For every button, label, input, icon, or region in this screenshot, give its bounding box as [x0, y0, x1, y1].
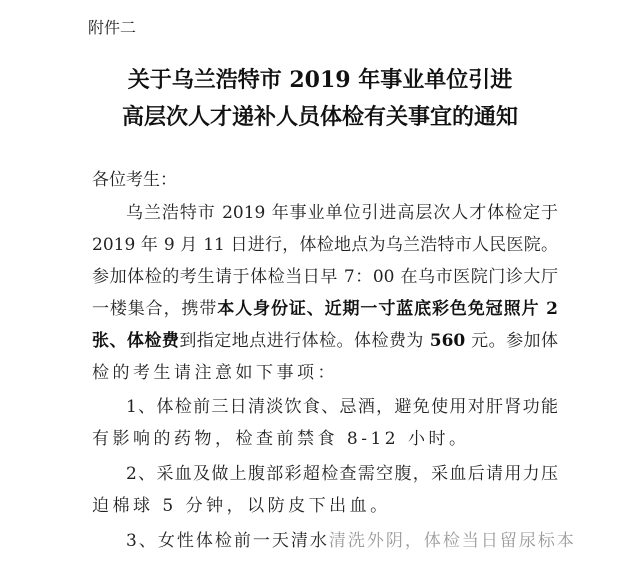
text-segment: 乌兰浩特市 2019 年事业单位引进高层次人才体检定于	[126, 203, 558, 223]
text-segment: 2、采血及做上腹部彩超检查需空腹，采血后请用力压	[126, 464, 558, 484]
body-line	[92, 330, 558, 352]
body-line	[92, 266, 558, 288]
salutation: 各位考生：	[92, 170, 177, 190]
text-segment: 检的考生请注意如下事项：	[92, 363, 338, 383]
body-line	[92, 362, 338, 384]
text-segment: 2019 年 9 月 11 日进行，体检地点为乌兰浩特市人民医院。	[92, 235, 558, 255]
title-line-2: 高层次人才递补人员体检有关事宜的通知	[121, 104, 518, 130]
text-segment: 1、体检前三日清淡饮食、忌酒，避免使用对肝肾功能	[126, 397, 558, 417]
text-segment: 3、女性体检前一天清水	[126, 531, 329, 551]
title-line-1: 关于乌兰浩特市 2019 年事业单位引进	[127, 67, 513, 93]
attachment-label: 附件二	[88, 18, 137, 37]
body-line	[126, 202, 558, 224]
bold-text: 张、体检费	[92, 331, 180, 351]
body-line	[126, 396, 558, 418]
bold-text: 本人身份证、近期一寸蓝底彩色免冠照片 2	[217, 299, 559, 319]
body-line	[92, 428, 470, 450]
body-line	[126, 530, 576, 552]
bold-text: 560	[429, 331, 466, 351]
text-segment: 参加体检的考生请于体检当日早 7：00 在乌市医院门诊大厅	[92, 267, 558, 287]
text-segment: 有影响的药物，检查前禁食 8-12 小时。	[92, 429, 470, 449]
body-line	[92, 495, 391, 517]
text-segment: 元。参加体	[465, 331, 559, 351]
body-line	[92, 234, 558, 256]
body-line	[92, 298, 558, 320]
text-segment: 一楼集合，携带	[92, 299, 218, 319]
body-line	[126, 463, 558, 485]
text-segment: 清洗外阴，体检当日留尿标本	[328, 531, 576, 551]
text-segment: 迫棉球 5 分钟，以防皮下出血。	[92, 496, 391, 516]
text-segment: 到指定地点进行体检。体检费为	[179, 331, 430, 351]
